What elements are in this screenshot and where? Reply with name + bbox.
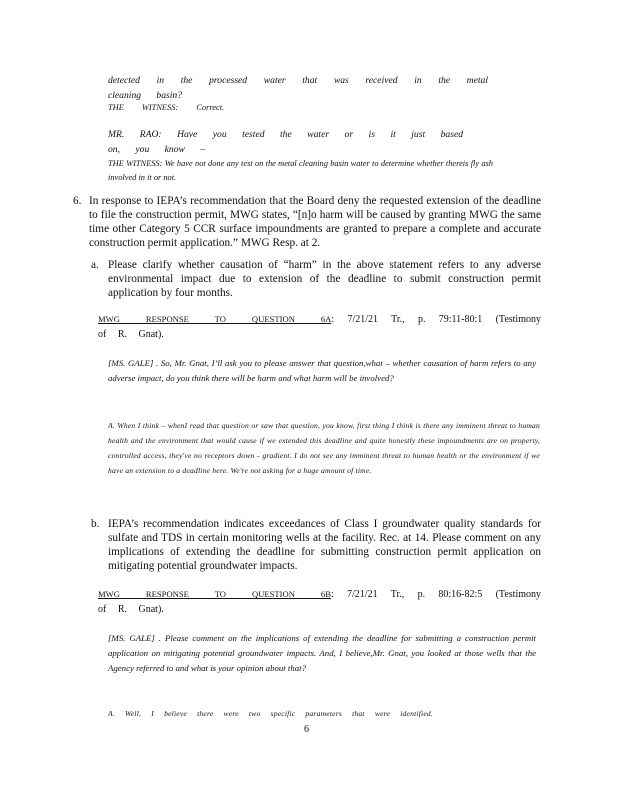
witness-answer-6a: A. When I think – whenI read that question or saw that question, you know, first thing I think is there any imminent threat to human health and the environment that would cause if we extended this deadline and quite honestly these impoundments are on property, controlled access, they've no receptors down - gradient. I do not see any imminent threat to human health or the environment if we have an extension to a deadline here. We're not asking for a huge amount of time. (108, 421, 540, 475)
transcript-line: detected in the processed water that was received in the metal cleaning basin? (108, 75, 488, 101)
gale-question-6a: [MS. GALE] . So, Mr. Gnat, I’ll ask you to please answer that question,what – whether causation of harm refers to any adverse impact, do you think there will be harm and what harm will be involved? (108, 358, 536, 383)
response-6a-citation: : 7/21/21 Tr., p. 79:11-80:1 (Testimony of R. Gnat). (98, 314, 541, 340)
witness-answer-6b: A. Well, I believe there were two specific parameters that were identified. (108, 709, 433, 718)
item-label: a. (91, 259, 99, 271)
question-6b-text: IEPA’s recommendation indicates exceedances of Class I groundwater quality standards for sulfate and TDS in certain monitoring wells at the facility. Rec. at 14. Please comment on any implications of extending the deadline for submitting construction permit application on mitigating potential groundwater impacts. (108, 518, 541, 572)
response-6b-label: MWG RESPONSE TO QUESTION 6B (98, 589, 331, 599)
response-6a-label: MWG RESPONSE TO QUESTION 6A (98, 314, 332, 324)
page-number: 6 (304, 724, 309, 735)
item-label: b. (91, 518, 100, 530)
response-6a-heading (98, 312, 541, 342)
witness-response: THE WITNESS: Correct. (108, 103, 225, 112)
gale-question-6b: [MS. GALE] . Please comment on the implications of extending the deadline for submitting a construction permit application on mitigating potential groundwater impacts. And, I believe,Mr. Gnat, you looked at those wells that the Agency referred to and what is your opinion about that? (108, 633, 536, 673)
rao-question: MR. RAO: Have you tested the water or is it just based on, you know – (108, 129, 463, 155)
response-6b-heading (98, 587, 541, 617)
witness-response: THE WITNESS: We have not done any test on the metal cleaning basin water to determine whether thereis fly ash involved in it or not. (108, 159, 493, 182)
item-number: 6. (73, 195, 82, 207)
question-6-text: In response to IEPA’s recommendation that the Board deny the requested extension of the deadline to file the construction permit, MWG states, “[n]o harm will be caused by granting MWG the same time other Category 5 CCR surface impoundments are granted to prepare a complete and accurate construction permit application.” MWG Resp. at 2. (89, 195, 541, 249)
question-6a-text: Please clarify whether causation of “harm” in the above statement refers to any adverse environmental impact due to extension of the deadline to submit construction permit application by four months. (108, 259, 541, 299)
response-6b-citation: : 7/21/21 Tr., p. 80:16-82:5 (Testimony of R. Gnat). (98, 589, 541, 615)
